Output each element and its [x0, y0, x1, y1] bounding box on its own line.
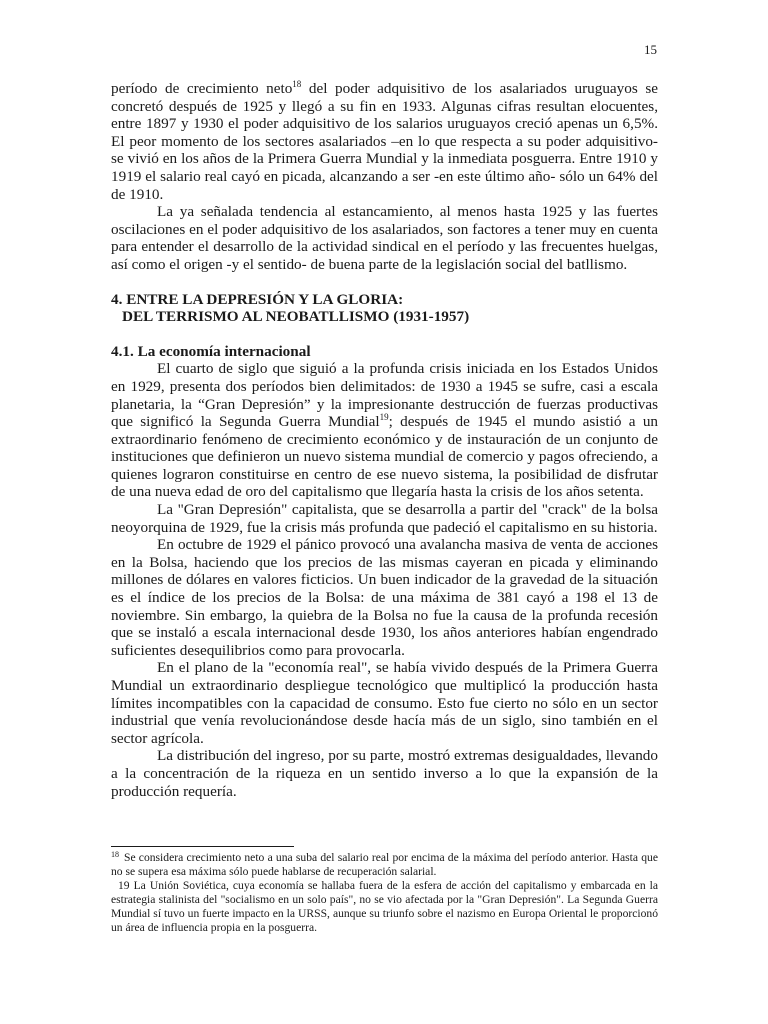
paragraph-stagnation: La ya señalada tendencia al estancamiento, al menos hasta 1925 y las fuertes oscilaciones en el poder adquisitivo de los asalariados, son factores a tener muy en cuenta para entender el desarrollo de la actividad sindical en el período y las frecuentes huelgas, así como el origen -y el sentido- de buena parte de la legislación social del batllismo. — [111, 203, 658, 273]
footnote-ref-19[interactable]: 19 — [379, 412, 389, 423]
section-heading-line2: DEL TERRISMO AL NEOBATLLISMO (1931-1957) — [122, 308, 470, 326]
paragraph-great-depression: La "Gran Depresión" capitalista, que se desarrolla a partir del "crack" de la bolsa neoyorquina de 1929, fue la crisis más profunda que padeció el capitalismo en su historia. — [111, 501, 658, 536]
paragraph-text: ; después de 1945 el mundo asistió a un extraordinario fenómeno de crecimiento económico y de instauración de un conjunto de instituciones que definieron un nuevo sistema mundial de comercio y pagos ofreciendo, a quienes lograron constituirse en centro de ese nuevo sistema, la posibilidad de disfrutar de una nueva edad de oro del capitalismo que llegaría hasta la crisis de los años setenta. — [111, 413, 659, 501]
footnote-19: 19 La Unión Soviética, cuya economía se hallaba fuera de la esfera de acción del capitalismo y embarcada en la estrategia stalinista del "socialismo en un solo país", no se vio afectada por la "Gran Depresión". La Segunda Guerra Mundial sí tuvo un fuerte impacto en la URSS, aunque su triunfo sobre el nazismo en Europa Oriental le proporcionó un área de influencia propia en la posguerra. — [111, 879, 658, 934]
section-heading-line1: 4. ENTRE LA DEPRESIÓN Y LA GLORIA: — [111, 290, 404, 308]
footnote-divider — [111, 846, 294, 847]
paragraph-real-economy: En el plano de la "economía real", se había vivido después de la Primera Guerra Mundial un extraordinario despliegue tecnológico que multiplicó la producción hasta límites incompatibles con la capacidad de consumo. Esto fue cierto no sólo en un sector industrial que venía revolucionándose desde hacía más de un siglo, sino también en el sector agrícola. — [111, 659, 658, 747]
subsection-heading: 4.1. La economía internacional — [111, 342, 311, 360]
page-number: 15 — [644, 42, 657, 57]
paragraph-text: del poder adquisitivo de los asalariados uruguayos se concretó después de 1925 y llegó a su fin en 1933. Algunas cifras resultan elocuentes, entre 1897 y 1930 el poder adquisitivo de los salarios uruguayos creció apenas un 6,5%. El peor momento de los sectores asalariados –en lo que respecta a su poder adquisitivo- se vivió en los años de la Primera Guerra Mundial y la inmediata posguerra. Entre 1910 y 1919 el salario real cayó en picada, alcanzando a ser -en este último año- sólo un 64% del de 1910. — [111, 80, 658, 203]
footnote-18 — [111, 851, 658, 879]
section-heading — [111, 291, 658, 326]
paragraph-october-1929: En octubre de 1929 el pánico provocó una avalancha masiva de venta de acciones en la Bolsa, haciendo que los precios de las mismas cayeran en picada y eliminando millones de dólares en valores ficticios. Un buen indicador de la gravedad de la situación es el índice de los precios de la Bolsa: de una máxima de 381 cayó a 198 el 13 de noviembre. Sin embargo, la quiebra de la Bolsa no fue la causa de la profunda recesión que se instaló a escala internacional desde 1930, los años anteriores habían engendrado suficientes desequilibrios como para provocarla. — [111, 536, 658, 659]
paragraph-quarter-century — [111, 360, 658, 501]
paragraph-text: período de crecimiento neto — [111, 80, 293, 97]
paragraph-salary-growth — [111, 80, 658, 203]
paragraph-text: El cuarto de siglo que siguió a la profunda crisis iniciada en los Estados Unidos en 1929, presenta dos períodos bien delimitados: de 1930 a 1945 se sufre, casi a escala planetaria, la “Gran Depresión” y la impresionante destrucción de fuerzas productivas que significó la Segunda Guerra Mundial — [111, 360, 658, 431]
footnote-text: Se considera crecimiento neto a una suba del salario real por encima de la máxima del período anterior. Hasta que no se supera esa máxima sólo puede hablarse de recuperación salarial. — [111, 851, 658, 878]
footnote-number: 18 — [111, 850, 119, 859]
footnote-ref-18[interactable]: 18 — [292, 79, 302, 89]
footnotes — [111, 846, 658, 935]
body-text — [111, 80, 658, 800]
paragraph-income-distribution: La distribución del ingreso, por su parte, mostró extremas desigualdades, llevando a la concentración de la riqueza en un sentido inverso a lo que la expansión de la producción requería. — [111, 747, 658, 800]
